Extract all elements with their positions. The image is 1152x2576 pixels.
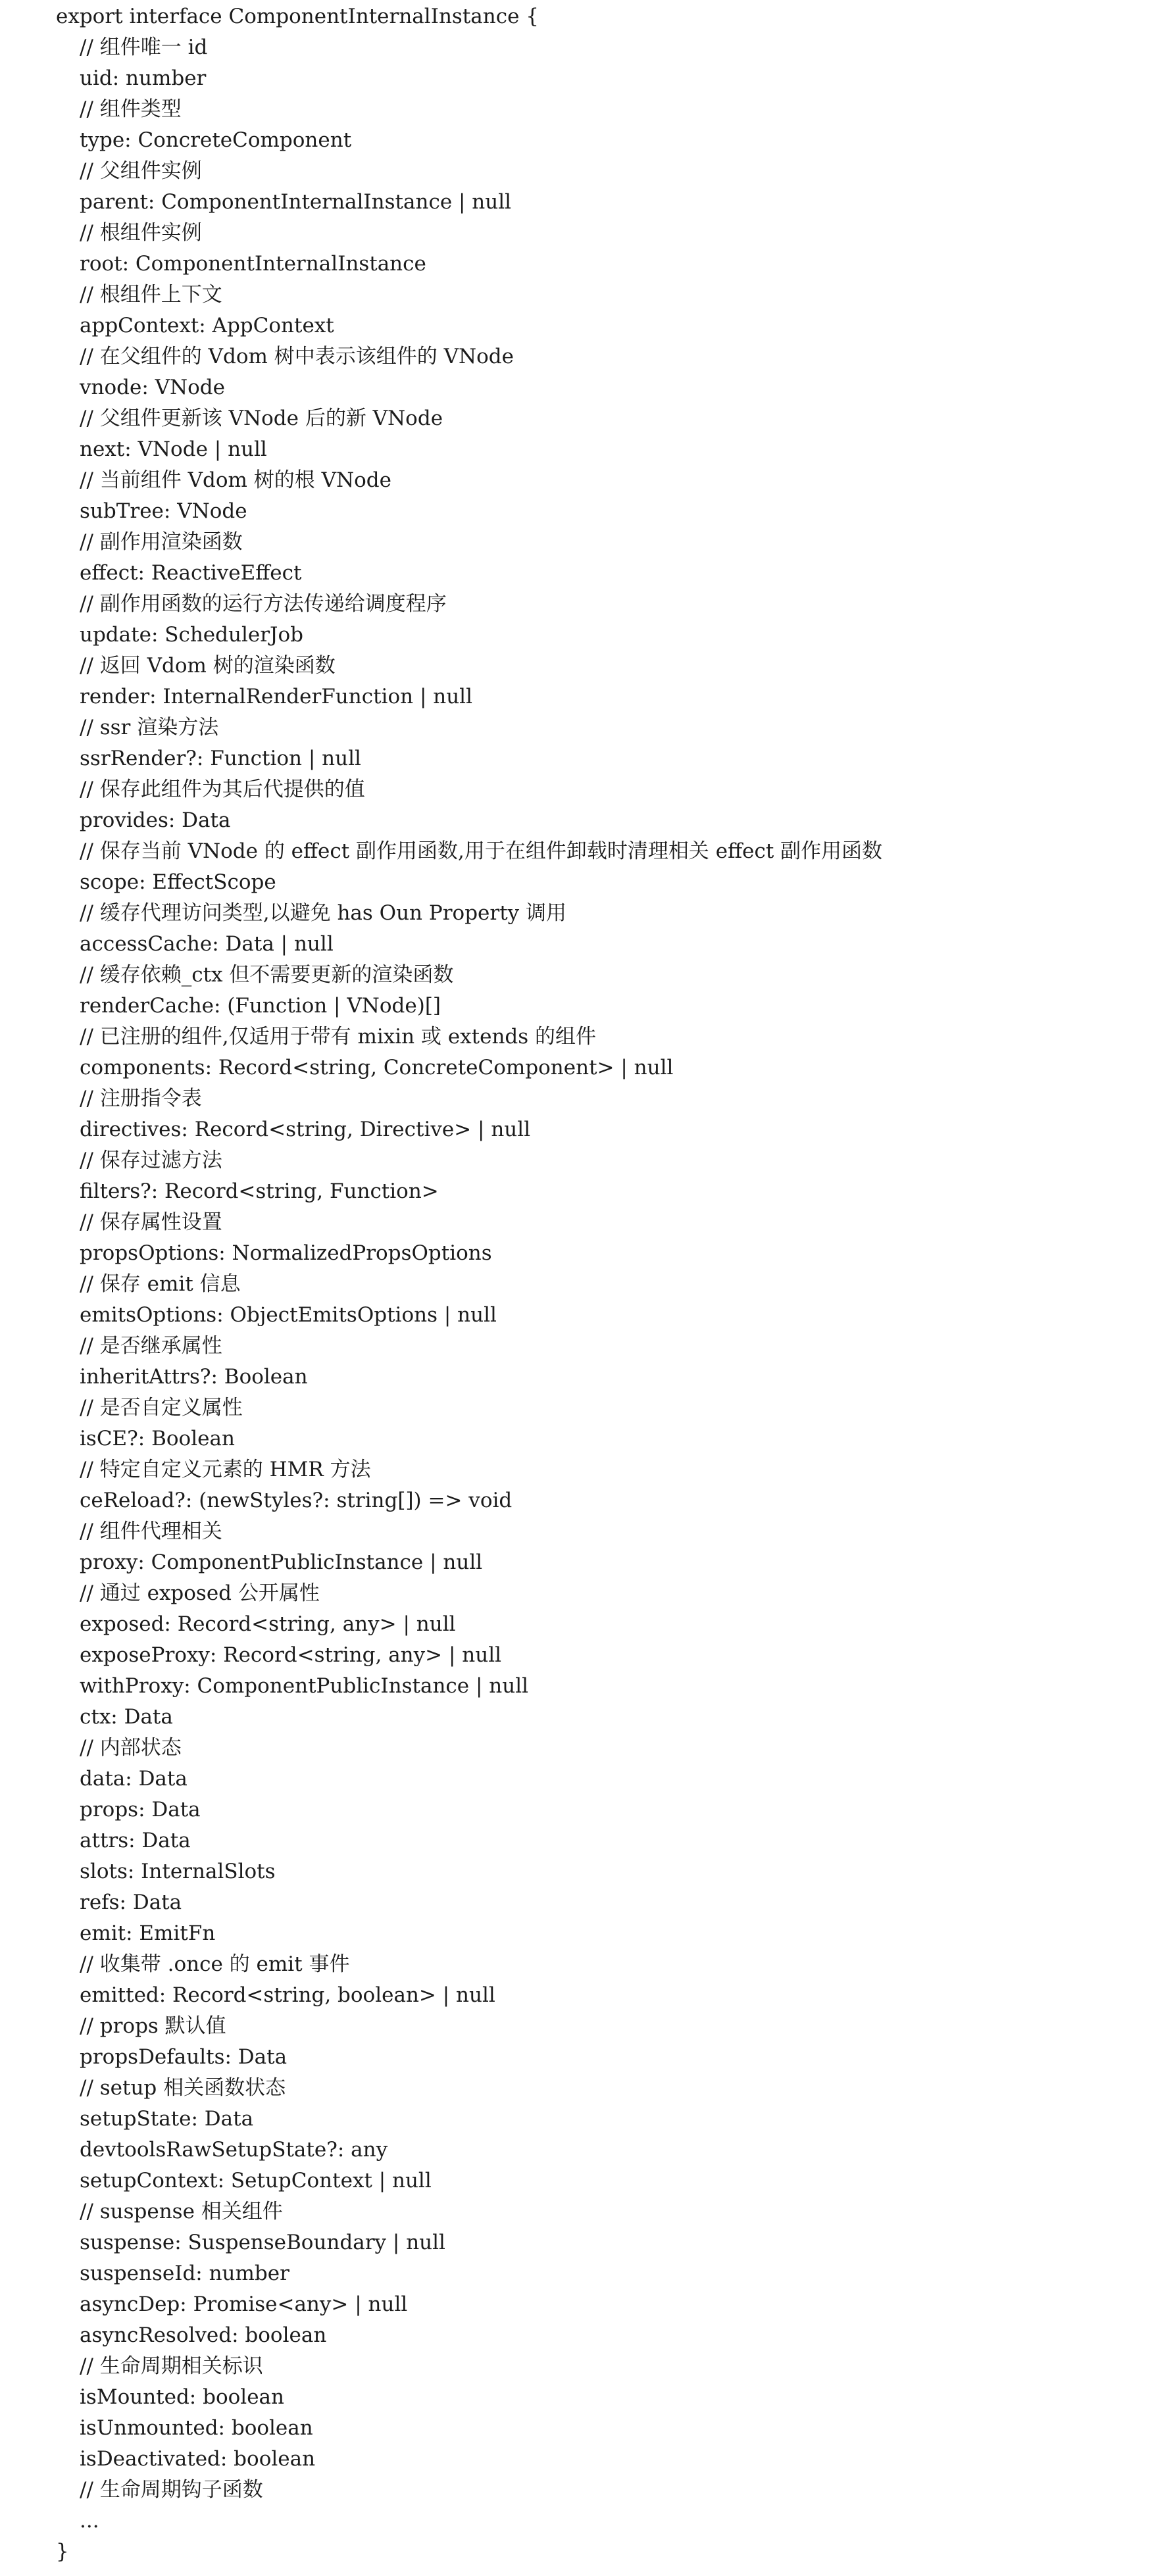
closing-brace-line: } [56, 2540, 69, 2564]
code-line: subTree: VNode [80, 499, 247, 523]
comment-line: // 在父组件的 Vdom 树中表示该组件的 VNode [80, 345, 514, 368]
comment-line: // setup 相关函数状态 [80, 2076, 286, 2100]
code-line: emitsOptions: ObjectEmitsOptions | null [80, 1303, 497, 1327]
comment-line: // 生命周期钩子函数 [80, 2478, 263, 2502]
comment-line: // 当前组件 Vdom 树的根 VNode [80, 468, 391, 492]
code-line: ceReload?: (newStyles?: string[]) => void [80, 1489, 513, 1512]
code-line: ctx: Data [80, 1705, 173, 1729]
code-line: ssrRender?: Function | null [80, 747, 361, 770]
comment-line: // 根组件实例 [80, 221, 202, 245]
comment-line: // 是否继承属性 [80, 1334, 222, 1358]
code-line: scope: EffectScope [80, 870, 276, 894]
code-line: isDeactivated: boolean [80, 2447, 316, 2471]
comment-line: // 组件代理相关 [80, 1520, 222, 1543]
code-line: accessCache: Data | null [80, 932, 334, 956]
code-line: isMounted: boolean [80, 2385, 284, 2409]
code-line: suspenseId: number [80, 2262, 289, 2285]
comment-line: // 缓存代理访问类型,以避免 has Oun Property 调用 [80, 901, 567, 925]
code-line: slots: InternalSlots [80, 1860, 276, 1883]
comment-line: // 保存属性设置 [80, 1210, 222, 1234]
code-block [56, 1, 1135, 2567]
code-line: type: ConcreteComponent [80, 128, 352, 152]
code-line: attrs: Data [80, 1829, 191, 1852]
code-line: asyncDep: Promise<any> | null [80, 2292, 408, 2316]
comment-line: // 保存 emit 信息 [80, 1272, 241, 1296]
comment-line: // 保存当前 VNode 的 effect 副作用函数,用于在组件卸载时清理相关 effect 副作用函数 [80, 839, 883, 863]
comment-line: // 组件类型 [80, 97, 182, 121]
code-line: suspense: SuspenseBoundary | null [80, 2231, 445, 2254]
code-line: root: ComponentInternalInstance [80, 252, 426, 276]
code-line: devtoolsRawSetupState?: any [80, 2138, 388, 2162]
comment-line: // 是否自定义属性 [80, 1396, 243, 1420]
comment-line: // 生命周期相关标识 [80, 2354, 263, 2378]
comment-line: // props 默认值 [80, 2014, 226, 2038]
code-line: propsDefaults: Data [80, 2045, 288, 2069]
code-line: isCE?: Boolean [80, 1427, 235, 1450]
code-line: components: Record<string, ConcreteComponent> | null [80, 1056, 674, 1079]
code-line: emitted: Record<string, boolean> | null [80, 1983, 495, 2007]
comment-line: // 收集带 .once 的 emit 事件 [80, 1952, 350, 1976]
code-line: effect: ReactiveEffect [80, 561, 302, 585]
comment-line: // 内部状态 [80, 1736, 182, 1760]
code-line: ... [80, 2509, 99, 2533]
comment-line: // 组件唯一 id [80, 36, 208, 59]
code-line: refs: Data [80, 1891, 182, 1914]
code-line: setupState: Data [80, 2107, 254, 2131]
comment-line: // 父组件更新该 VNode 后的新 VNode [80, 407, 443, 430]
comment-line: // 已注册的组件,仅适用于带有 mixin 或 extends 的组件 [80, 1025, 597, 1049]
code-line: directives: Record<string, Directive> | null [80, 1118, 531, 1141]
code-line: proxy: ComponentPublicInstance | null [80, 1550, 483, 1574]
comment-line: // 父组件实例 [80, 159, 202, 183]
code-line: data: Data [80, 1767, 188, 1791]
interface-body [56, 32, 1135, 2537]
interface-declaration-line: export interface ComponentInternalInstance { [56, 5, 539, 28]
code-line: inheritAttrs?: Boolean [80, 1365, 308, 1389]
code-line: next: VNode | null [80, 437, 267, 461]
comment-line: // suspense 相关组件 [80, 2200, 283, 2223]
code-line: setupContext: SetupContext | null [80, 2169, 432, 2192]
code-line: emit: EmitFn [80, 1921, 216, 1945]
comment-line: // 返回 Vdom 树的渲染函数 [80, 654, 336, 678]
code-line: uid: number [80, 66, 207, 90]
code-line: renderCache: (Function | VNode)[] [80, 994, 441, 1018]
code-line: render: InternalRenderFunction | null [80, 685, 473, 708]
comment-line: // 根组件上下文 [80, 283, 222, 307]
comment-line: // 通过 exposed 公开属性 [80, 1581, 320, 1605]
code-line: isUnmounted: boolean [80, 2416, 313, 2440]
code-line: props: Data [80, 1798, 201, 1821]
comment-line: // 副作用渲染函数 [80, 530, 243, 554]
code-line: filters?: Record<string, Function> [80, 1179, 439, 1203]
code-line: asyncResolved: boolean [80, 2323, 327, 2347]
comment-line: // 副作用函数的运行方法传递给调度程序 [80, 592, 447, 616]
code-line: exposed: Record<string, any> | null [80, 1612, 456, 1636]
code-line: withProxy: ComponentPublicInstance | null [80, 1674, 529, 1698]
comment-line: // 缓存依赖_ctx 但不需要更新的渲染函数 [80, 963, 454, 987]
comment-line: // 特定自定义元素的 HMR 方法 [80, 1458, 371, 1481]
code-line: exposeProxy: Record<string, any> | null [80, 1643, 502, 1667]
code-line: update: SchedulerJob [80, 623, 303, 647]
code-line: provides: Data [80, 808, 231, 832]
comment-line: // 注册指令表 [80, 1087, 202, 1110]
comment-line: // 保存此组件为其后代提供的值 [80, 778, 365, 801]
code-line: appContext: AppContext [80, 314, 334, 337]
comment-line: // ssr 渲染方法 [80, 716, 219, 739]
code-line: propsOptions: NormalizedPropsOptions [80, 1241, 492, 1265]
code-line: parent: ComponentInternalInstance | null [80, 190, 512, 214]
code-line: vnode: VNode [80, 376, 225, 399]
comment-line: // 保存过滤方法 [80, 1149, 222, 1172]
